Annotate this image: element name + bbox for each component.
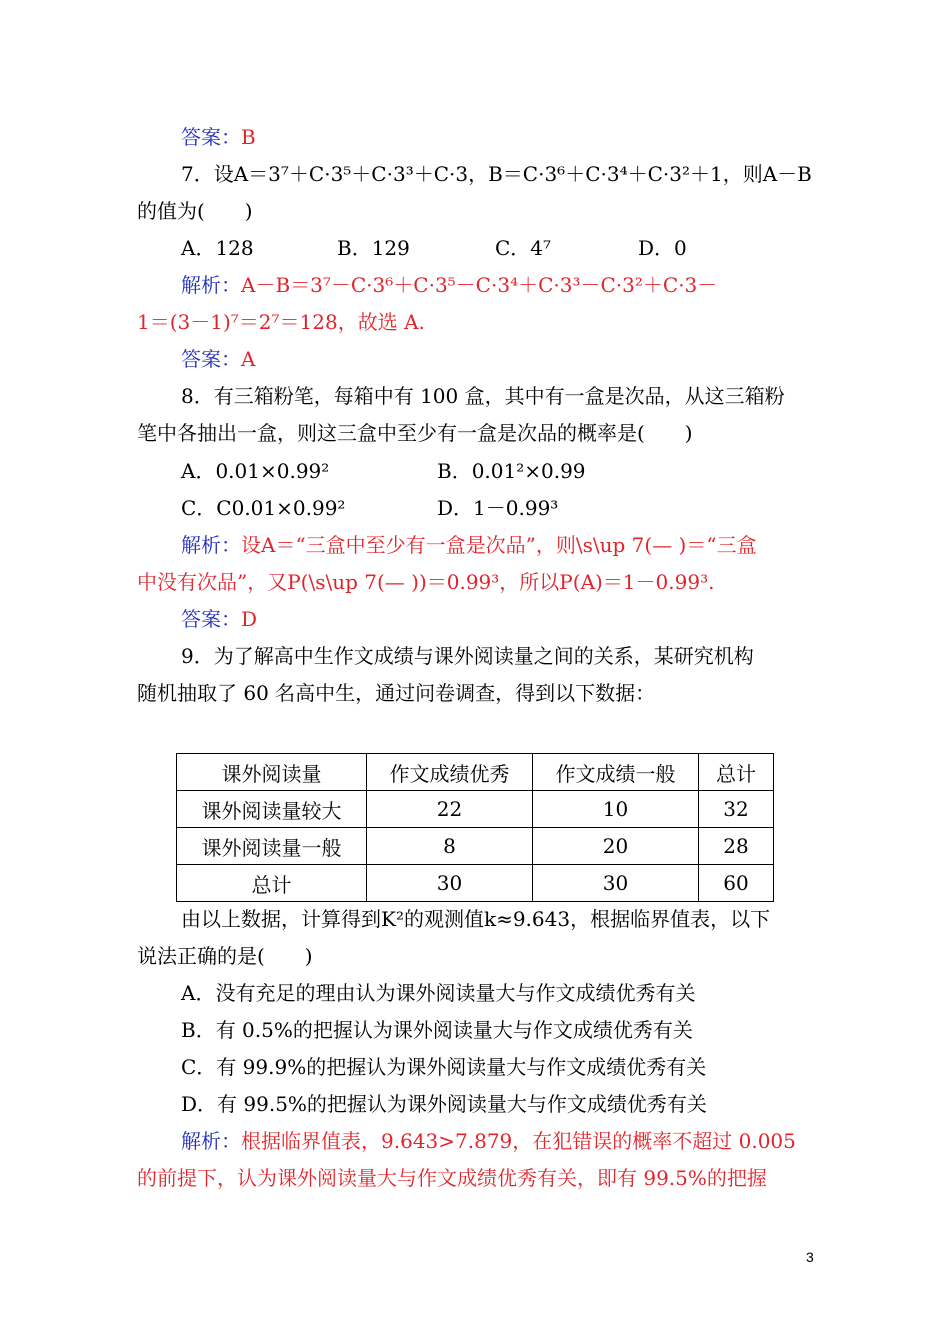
table-cell: 8 [367, 828, 533, 865]
question-7-stem-line-1: 7．设A＝3⁷＋C·3⁵＋C·3³＋C·3，B＝C·3⁶＋C·3⁴＋C·3²＋1，则A－B [181, 162, 812, 186]
table-header-row [177, 754, 774, 791]
table-cell: 课外阅读量一般 [177, 828, 367, 865]
analysis-text: 设A＝“三盒中至少有一盒是次品”，则\s\up 7(— )＝“三盒 [241, 533, 757, 557]
table-header-cell: 课外阅读量 [177, 754, 367, 791]
table-row [177, 791, 774, 828]
table-cell: 20 [533, 828, 699, 865]
analysis-label: 解析： [181, 1129, 241, 1153]
q7-option-d: D．0 [638, 236, 687, 260]
q8-option-d: D．1－0.99³ [437, 496, 559, 520]
question-9-after-line-2: 说法正确的是( ) [137, 944, 313, 968]
table-cell: 10 [533, 791, 699, 828]
analysis-label: 解析： [181, 533, 241, 557]
question-9-stem-line-1: 9．为了解高中生作文成绩与课外阅读量之间的关系，某研究机构 [181, 644, 754, 668]
question-8-stem-line-2: 笔中各抽出一盒，则这三盒中至少有一盒是次品的概率是( ) [137, 421, 693, 445]
analysis-text: 根据临界值表，9.643>7.879，在犯错误的概率不超过 0.005 [241, 1129, 796, 1153]
question-9-stem-line-2: 随机抽取了 60 名高中生，通过问卷调查，得到以下数据： [137, 681, 656, 705]
answer-line-q7 [181, 346, 255, 372]
q9-option-c: C．有 99.9%的把握认为课外阅读量大与作文成绩优秀有关 [181, 1055, 707, 1079]
analysis-label: 解析： [181, 273, 241, 297]
q9-option-b: B．有 0.5%的把握认为课外阅读量大与作文成绩优秀有关 [181, 1018, 693, 1042]
answer-label: 答案： [181, 607, 241, 631]
answer-value: B [241, 125, 256, 149]
q7-analysis-line-2: 1＝(3－1)⁷＝2⁷＝128，故选 A. [137, 310, 425, 334]
table-row [177, 865, 774, 902]
question-8-stem-line-1: 8．有三箱粉笔，每箱中有 100 盒，其中有一盒是次品，从这三箱粉 [181, 384, 785, 408]
q8-analysis-line-2: 中没有次品”，又P(\s\up 7(— ))＝0.99³，所以P(A)＝1－0.99³. [137, 570, 715, 594]
question-7-stem-line-2: 的值为( ) [137, 199, 253, 223]
table-header-cell: 作文成绩优秀 [367, 754, 533, 791]
analysis-text: A－B＝3⁷－C·3⁶＋C·3⁵－C·3⁴＋C·3³－C·3²＋C·3－ [241, 273, 718, 297]
answer-value: A [241, 347, 256, 371]
q7-option-c: C．4⁷ [495, 236, 552, 260]
answer-label: 答案： [181, 125, 241, 149]
table-cell: 22 [367, 791, 533, 828]
answer-label: 答案： [181, 347, 241, 371]
table-cell: 30 [367, 865, 533, 902]
table-cell: 28 [699, 828, 774, 865]
table-row [177, 828, 774, 865]
table-cell: 32 [699, 791, 774, 828]
q9-analysis-line-2: 的前提下，认为课外阅读量大与作文成绩优秀有关，即有 99.5%的把握 [137, 1166, 767, 1190]
table-cell: 60 [699, 865, 774, 902]
q9-option-d: D．有 99.5%的把握认为课外阅读量大与作文成绩优秀有关 [181, 1092, 707, 1116]
table-cell: 总计 [177, 865, 367, 902]
question-9-after-line-1: 由以上数据，计算得到K²的观测值k≈9.643，根据临界值表，以下 [181, 907, 771, 931]
data-table [176, 753, 774, 902]
answer-value: D [241, 607, 258, 631]
q8-analysis-line-1 [181, 532, 757, 558]
q7-option-a: A．128 [181, 236, 254, 260]
page-number: 3 [806, 1249, 814, 1265]
q7-analysis-line-1 [181, 272, 717, 298]
answer-line-q8 [181, 606, 257, 632]
table-cell: 课外阅读量较大 [177, 791, 367, 828]
q8-option-c: C．C0.01×0.99² [181, 496, 346, 520]
q8-option-a: A．0.01×0.99² [181, 459, 330, 483]
table-header-cell: 作文成绩一般 [533, 754, 699, 791]
answer-line-q6 [181, 124, 256, 150]
q9-analysis-line-1 [181, 1128, 796, 1154]
q7-option-b: B．129 [337, 236, 410, 260]
q8-option-b: B．0.01²×0.99 [437, 459, 586, 483]
q9-option-a: A．没有充足的理由认为课外阅读量大与作文成绩优秀有关 [181, 981, 696, 1005]
table-header-cell: 总计 [699, 754, 774, 791]
table-cell: 30 [533, 865, 699, 902]
